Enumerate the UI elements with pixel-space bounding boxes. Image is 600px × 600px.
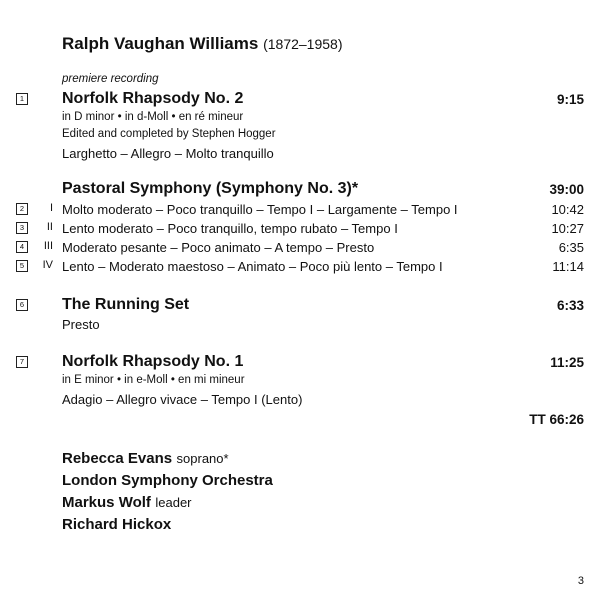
track-number-box: 5 xyxy=(16,260,28,272)
work-tempo-markings: Adagio – Allegro vivace – Tempo I (Lento) xyxy=(62,392,303,407)
work-title: Norfolk Rhapsody No. 1 xyxy=(62,353,244,370)
performer-name: Richard Hickox xyxy=(62,516,172,533)
performer-line xyxy=(62,450,229,468)
work-tempo-markings: Presto xyxy=(62,317,100,332)
work-title: Pastoral Symphony (Symphony No. 3)* xyxy=(62,180,359,197)
work-keys: in D minor • in d-Moll • en ré mineur xyxy=(62,111,244,123)
track-number-box: 1 xyxy=(16,93,28,105)
performer-role: soprano* xyxy=(176,451,229,466)
work-editor-credit: Edited and completed by Stephen Hogger xyxy=(62,128,276,140)
performer-line xyxy=(62,516,171,534)
work-title: The Running Set xyxy=(62,296,190,313)
performer-role: leader xyxy=(155,495,192,510)
performer-name: Rebecca Evans xyxy=(62,450,173,467)
track-number-box: 4 xyxy=(16,241,28,253)
movement-numeral: II xyxy=(46,221,53,233)
work-title: Norfolk Rhapsody No. 2 xyxy=(62,90,244,107)
movement-duration: 11:14 xyxy=(552,259,584,274)
movement-numeral: I xyxy=(49,202,53,214)
premiere-note: premiere recording xyxy=(62,73,159,85)
movement-numeral: IV xyxy=(42,259,53,271)
movement-numeral: III xyxy=(43,240,53,252)
performer-name: London Symphony Orchestra xyxy=(62,472,273,489)
performer-name: Markus Wolf xyxy=(62,494,151,511)
movement-duration: 10:27 xyxy=(551,221,584,236)
movement-title: Lento – Moderato maestoso – Animato – Poco più lento – Tempo I xyxy=(62,259,443,274)
movement-duration: 6:35 xyxy=(558,240,584,255)
composer-name: Ralph Vaughan Williams xyxy=(62,34,259,53)
composer-dates: (1872–1958) xyxy=(263,36,343,52)
composer-heading xyxy=(62,34,342,54)
work-duration: 9:15 xyxy=(556,92,584,107)
track-number-box: 3 xyxy=(16,222,28,234)
total-time: TT 66:26 xyxy=(529,412,584,427)
movement-title: Lento moderato – Poco tranquillo, tempo rubato – Tempo I xyxy=(62,221,398,236)
movement-title: Molto moderato – Poco tranquillo – Tempo I – Largamente – Tempo I xyxy=(62,202,458,217)
track-number-box: 7 xyxy=(16,356,28,368)
track-number-box: 6 xyxy=(16,299,28,311)
movement-duration: 10:42 xyxy=(551,202,584,217)
work-duration: 6:33 xyxy=(556,298,584,313)
movement-title: Moderato pesante – Poco animato – A tempo – Presto xyxy=(62,240,375,255)
work-duration: 39:00 xyxy=(549,182,584,197)
performer-line xyxy=(62,472,273,490)
track-number-box: 2 xyxy=(16,203,28,215)
work-duration: 11:25 xyxy=(550,355,584,370)
work-keys: in E minor • in e-Moll • en mi mineur xyxy=(62,374,245,386)
work-tempo-markings: Larghetto – Allegro – Molto tranquillo xyxy=(62,146,274,161)
performer-line xyxy=(62,494,192,512)
page-number: 3 xyxy=(577,575,584,587)
